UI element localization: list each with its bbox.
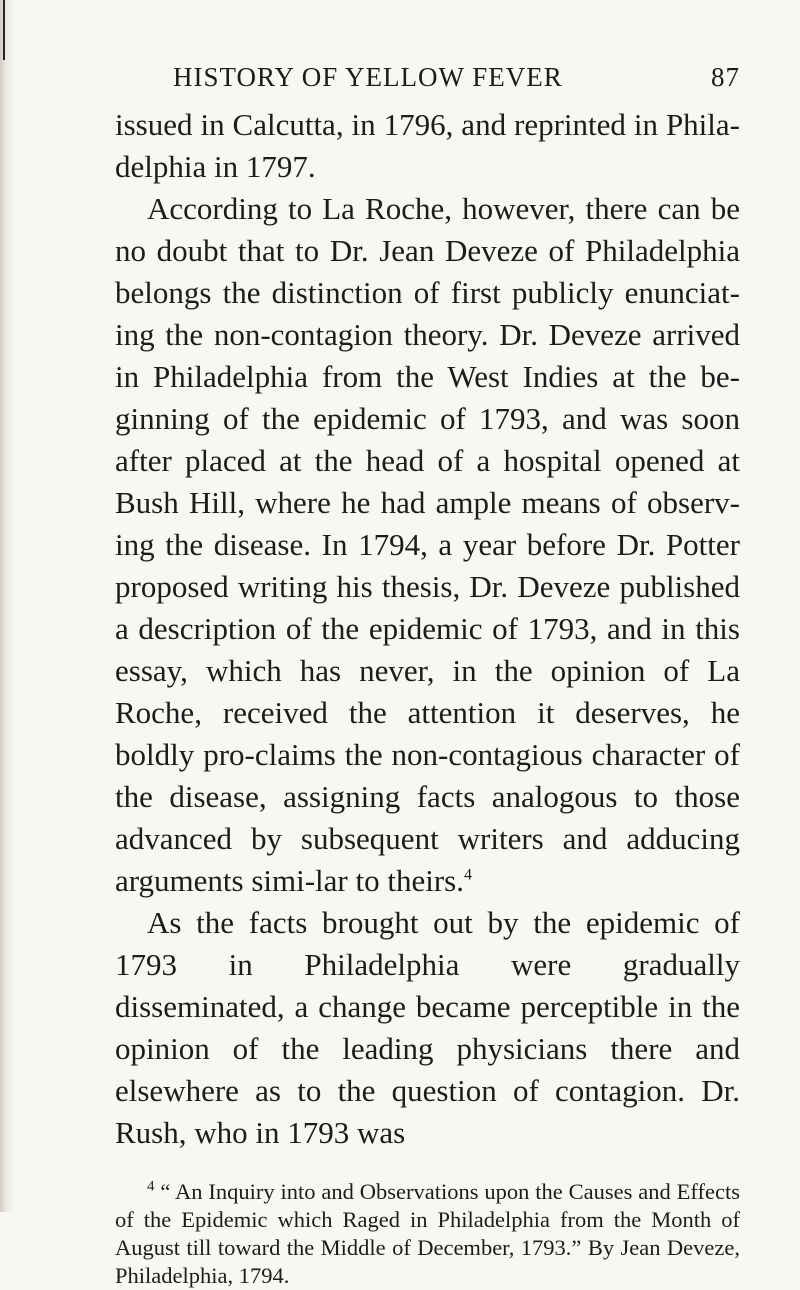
paragraph-la-roche-text: According to La Roche, however, there can be no doubt that to Dr. Jean Deveze of Philadelphia belongs the distinction of first publicly enunciat-ing the non-contagion theory. Dr. Deveze arrived in Philadelphia from the West Indies at the be-ginning of the epidemic of 1793, and was soon after placed at the head of a hospital opened at Bush Hill, where he had ample means of observ-ing the disease. In 1794, a year before Dr. Potter proposed writing his thesis, Dr. Deveze published a description of the epidemic of 1793, and in this essay, which has never, in the opinion of La Roche, received the attention it deserves, he boldly pro-claims the non-contagious character of the disease, assigning facts analogous to those advanced by subsequent writers and adducing arguments simi-lar to theirs. <box>115 191 740 898</box>
page-number: 87 <box>711 62 740 92</box>
paragraph-facts: As the facts brought out by the epidemic of 1793 in Philadelphia were gradually disseminated, a change became perceptible in the opinion of the leading physicians there and elsewhere as to the question of contagion. Dr. Rush, who in 1793 was <box>115 905 740 1150</box>
footnote-reference: 4 <box>463 866 472 884</box>
footnote-paragraph <box>115 1178 740 1290</box>
body-text <box>115 104 740 1154</box>
book-page <box>115 60 740 1290</box>
page-edge-shadow <box>0 0 14 1212</box>
footnote <box>115 1178 740 1290</box>
paragraph-continuation: issued in Calcutta, in 1796, and reprinted in Phila-delphia in 1797. <box>115 107 740 184</box>
running-head <box>115 60 740 104</box>
paragraph-la-roche <box>115 188 740 902</box>
footnote-text: “ An Inquiry into and Observations upon the Causes and Effects of the Epidemic which Raged in Philadelphia from the Month of August till toward the Middle of December, 1793.” By Jean Deveze, Philadelphia, 1794. <box>115 1179 740 1288</box>
page-edge-line <box>3 0 5 60</box>
footnote-marker: 4 <box>147 1178 155 1195</box>
running-head-title: HISTORY OF YELLOW FEVER <box>173 62 563 92</box>
